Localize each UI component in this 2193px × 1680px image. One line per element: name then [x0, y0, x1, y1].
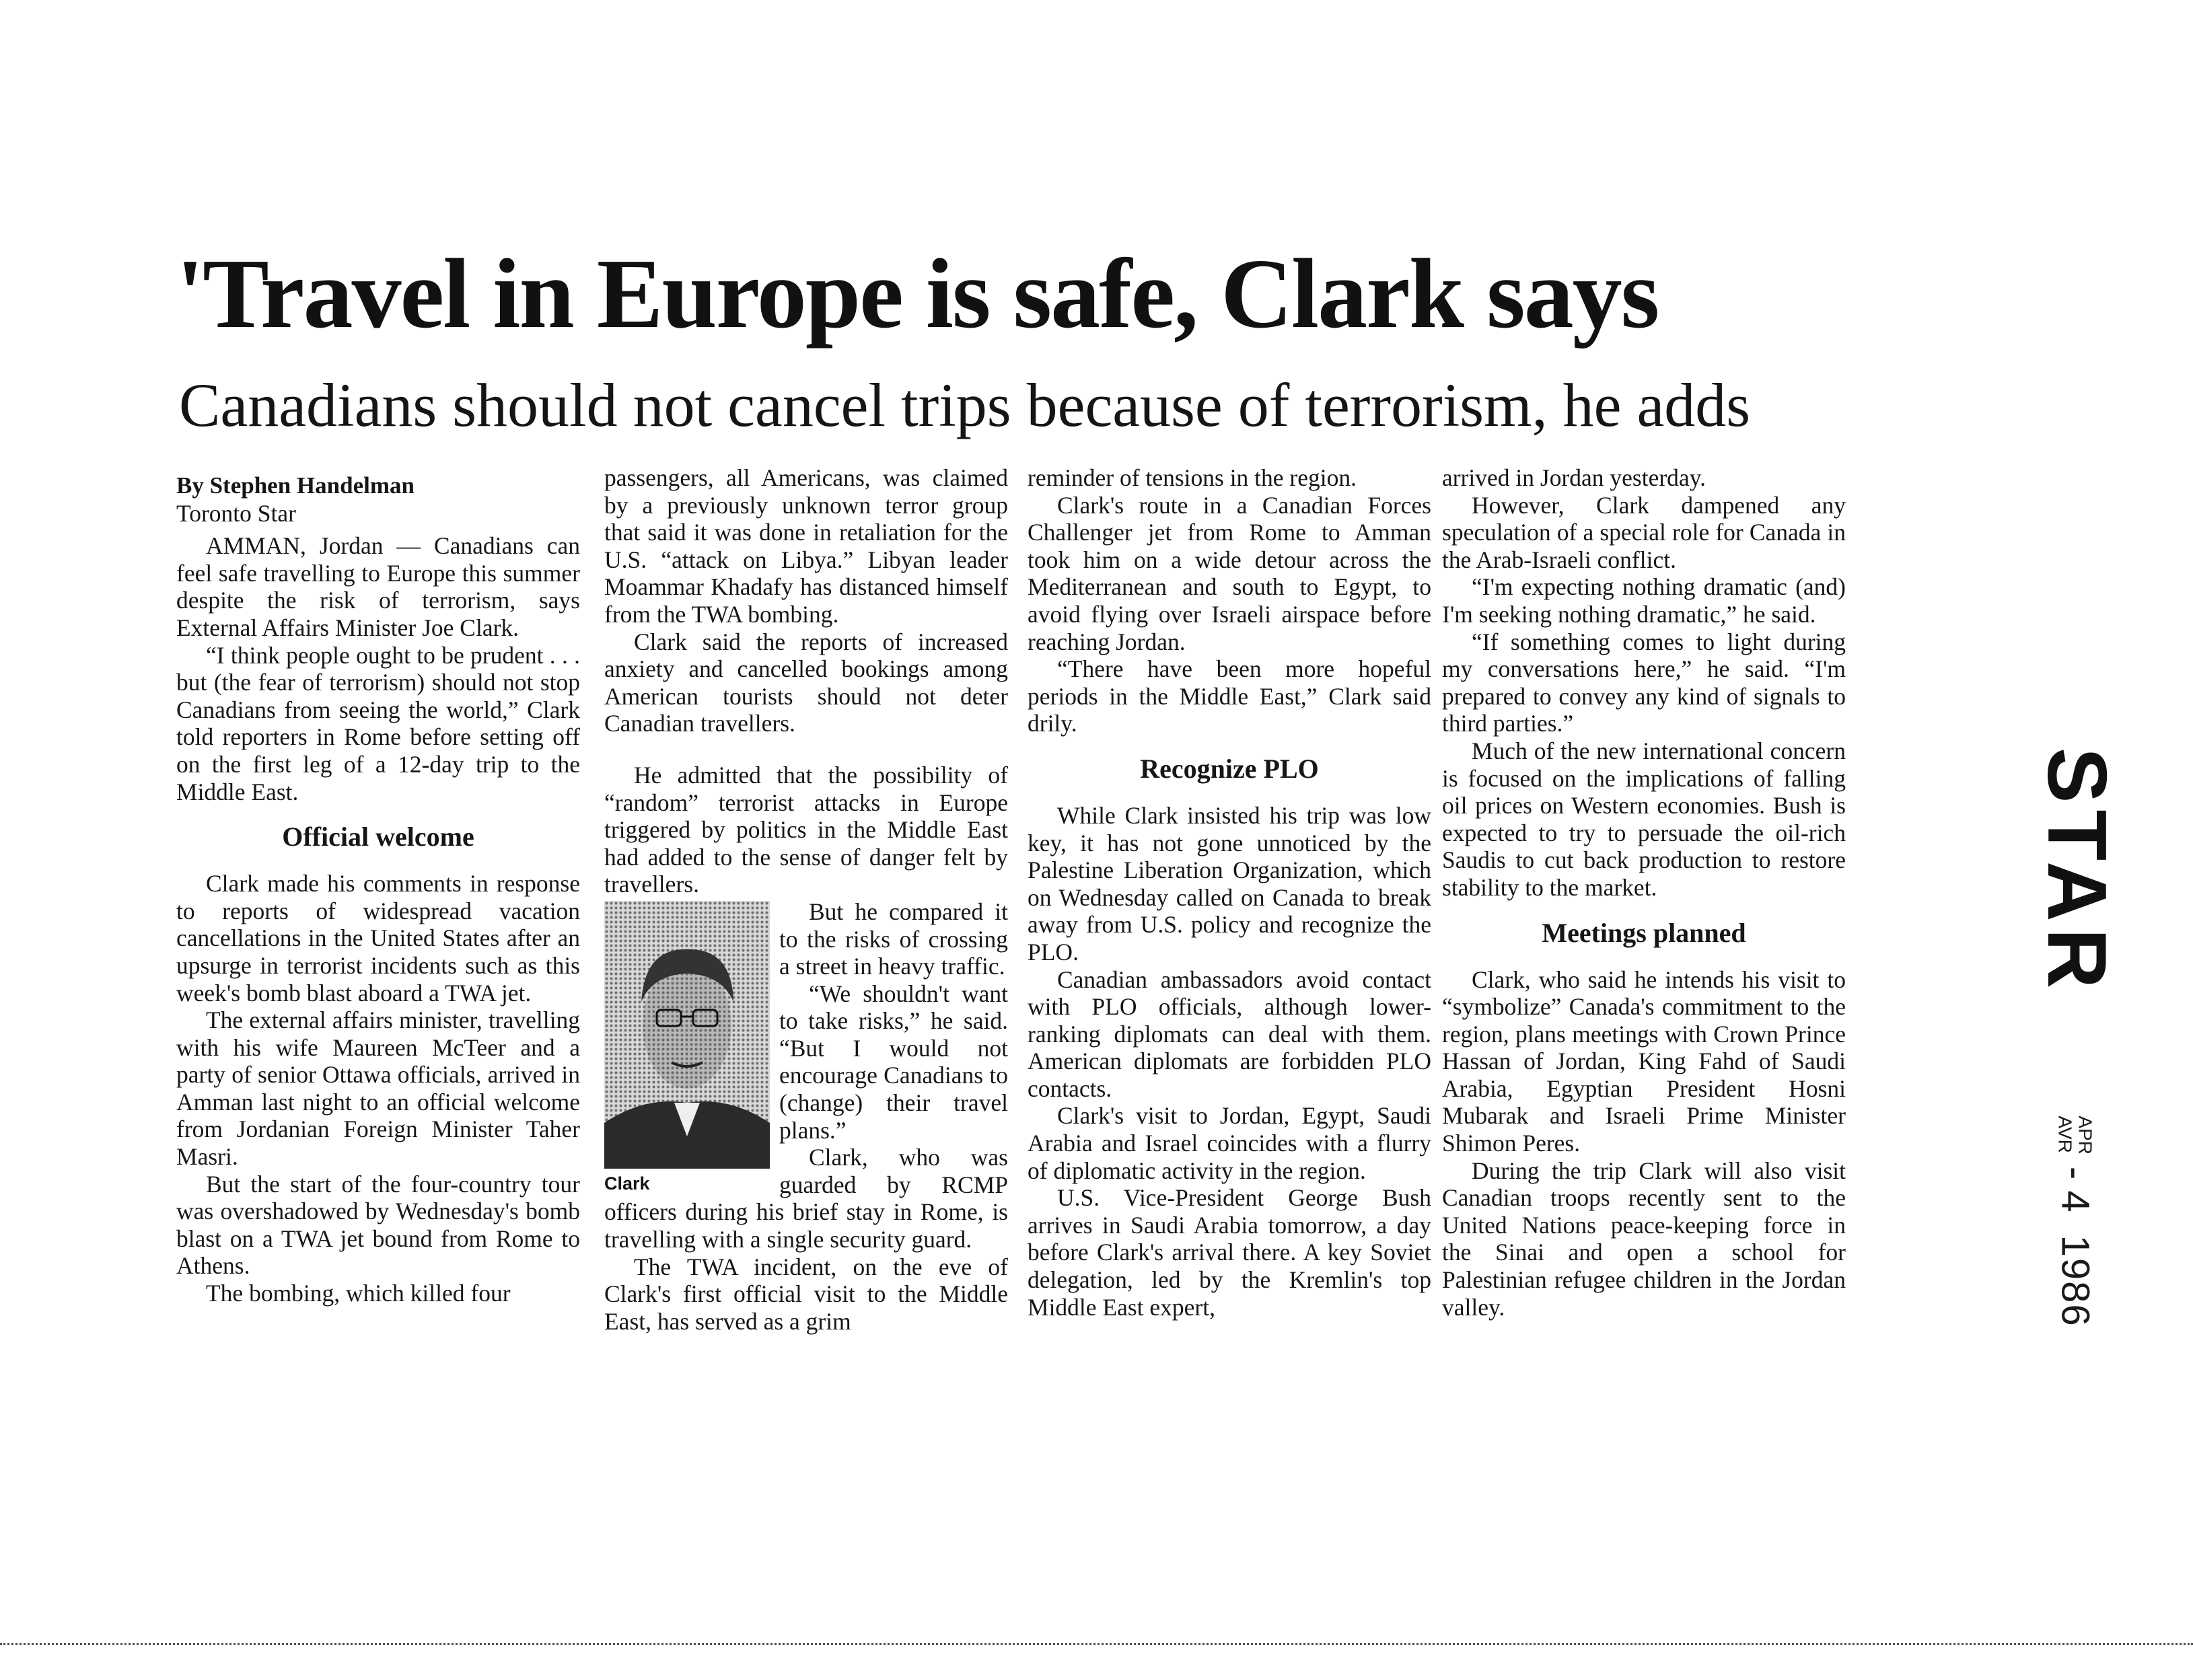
paragraph: U.S. Vice-President George Bush arrives in Saudi Arabia tomorrow, a day before Clark's arrival there. A key Soviet delegation, led by the Kremlin's top Middle East expert, — [1028, 1184, 1431, 1321]
section-heading: Official welcome — [282, 821, 474, 852]
publication-name: STAR — [2030, 747, 2124, 996]
paragraph: However, Clark dampened any speculation of a special role for Canada in the Arab-Israeli conflict. — [1442, 491, 1846, 573]
section-heading: Recognize PLO — [1140, 753, 1319, 784]
headline: 'Travel in Europe is safe, Clark says — [176, 239, 1659, 349]
date-stamp — [2008, 1083, 2143, 1359]
paragraph: He admitted that the possibility of “random” terrorist attacks in Europe triggered by politics in the Middle East had added to the sense of danger felt by travellers. — [604, 761, 1008, 898]
paragraph: AMMAN, Jordan — Canadians can feel safe travelling to Europe this summer despite the risk of terrorism, says External Affairs Minister Joe Clark. — [176, 532, 580, 641]
paragraph: While Clark insisted his trip was low key, it has not gone unnoticed by the Palestine Liberation Organization, which on Wednesday called on Canada to break away from U.S. policy and recognize the PLO. — [1028, 801, 1431, 965]
paragraph: Clark said the reports of increased anxiety and cancelled bookings among American tourists should not deter Canadian travellers. — [604, 628, 1008, 737]
paragraph: arrived in Jordan yesterday. — [1442, 464, 1706, 491]
paragraph: “If something comes to light during my conversations here,” he said. “I'm prepared to convey any kind of signals to third parties.” — [1442, 628, 1846, 737]
stamp-month-en: APR — [2075, 1115, 2097, 1155]
paragraph: “There have been more hopeful periods in the Middle East,” Clark said drily. — [1028, 655, 1431, 737]
section-heading: Meetings planned — [1542, 917, 1746, 948]
paragraph: Clark's visit to Jordan, Egypt, Saudi Arabia and Israel coincides with a flurry of diplomatic activity in the region. — [1028, 1102, 1431, 1184]
paragraph: Clark's route in a Canadian Forces Challenger jet from Rome to Amman took him on a wide detour across the Mediterranean and south to Egypt, to avoid flying over Israeli airspace before reaching Jordan. — [1028, 491, 1431, 655]
paragraph: During the trip Clark will also visit Canadian troops recently sent to the United Nations peace-keeping force in the Sinai and open a school for Palestinian refugee children in the Jordan valley. — [1442, 1157, 1846, 1321]
article-column-2 — [604, 464, 1008, 1447]
paragraph: Clark, who said he intends his visit to “symbolize” Canada's commitment to the region, plans meetings with Crown Prince Hassan of Jordan, King Fahd of Saudi Arabia, Egyptian President Hosni Mubarak and Israeli Prime Minister Shimon Peres. — [1442, 965, 1846, 1157]
paragraph: Much of the new international concern is focused on the implications of falling oil prices on Western economies. Bush is expected to try to persuade the oil-rich Saudis to cut back production to restore stability to the market. — [1442, 737, 1846, 901]
stamp-month — [2055, 1116, 2095, 1155]
article-column-3 — [1028, 464, 1431, 1447]
paragraph: The external affairs minister, travelling with his wife Maureen McTeer and a party of senior Ottawa officials, arrived in Amman last night to an official welcome from Jordanian Foreign Minister Taher Masri. — [176, 1007, 580, 1171]
stamp-month-fr: AVR — [2055, 1115, 2077, 1153]
stamp-day: - 4 — [2053, 1166, 2097, 1212]
paragraph: “We shouldn't want to take risks,” he said. “But I would not encourage Canadians to (change) their travel plans.” — [779, 980, 1008, 1144]
stamp-year: 1986 — [2053, 1235, 2097, 1327]
byline: By Stephen Handelman — [176, 472, 415, 499]
portrait-photo — [604, 901, 770, 1169]
paragraph: But the start of the four-country tour was overshadowed by Wednesday's bomb blast on a TWA jet bound from Rome to Athens. — [176, 1170, 580, 1280]
paragraph: But he compared it to the risks of crossing a street in heavy traffic. — [779, 898, 1008, 980]
subhead: Canadians should not cancel trips because of terrorism, he adds — [179, 371, 1751, 439]
paragraph: Canadian ambassadors avoid contact with PLO officials, although lower-ranking diplomats can deal with them. American diplomats are forbidden PLO contacts. — [1028, 965, 1431, 1102]
photo-figure — [604, 901, 770, 1194]
clipping-edge-rule — [0, 1643, 2193, 1645]
publication-mark — [2021, 740, 2132, 1002]
paragraph: passengers, all Americans, was claimed by a previously unknown terror group that said it was done in retaliation for the U.S. “attack on Libya.” Libyan leader Moammar Khadafy has distanced himself from the TWA bombing. — [604, 464, 1008, 628]
paragraph: “I'm expecting nothing dramatic (and) I'm seeking nothing dramatic,” he said. — [1442, 573, 1846, 628]
paragraph: Clark, who was guarded by RCMP officers during his brief stay in Rome, is travelling with a single security guard. — [604, 1144, 1008, 1253]
paragraph: The TWA incident, on the eve of Clark's first official visit to the Middle East, has served as a grim — [604, 1253, 1008, 1335]
paragraph: Clark made his comments in response to reports of widespread vacation cancellations in the United States after an upsurge in terrorist incidents such as this week's bomb blast aboard a TWA jet. — [176, 870, 580, 1007]
paragraph: “I think people ought to be prudent . . . but (the fear of terrorism) should not stop Canadians from seeing the world,” Clark told reporters in Rome before setting off on the first leg of a 12-day trip to the Middle East. — [176, 641, 580, 805]
article-column-4 — [1442, 464, 1846, 1447]
paragraph: The bombing, which killed four — [206, 1280, 511, 1307]
article-column-1 — [176, 464, 580, 1447]
paragraph: reminder of tensions in the region. — [1028, 464, 1357, 491]
byline-credit: Toronto Star — [176, 499, 296, 527]
photo-caption: Clark — [604, 1173, 650, 1194]
